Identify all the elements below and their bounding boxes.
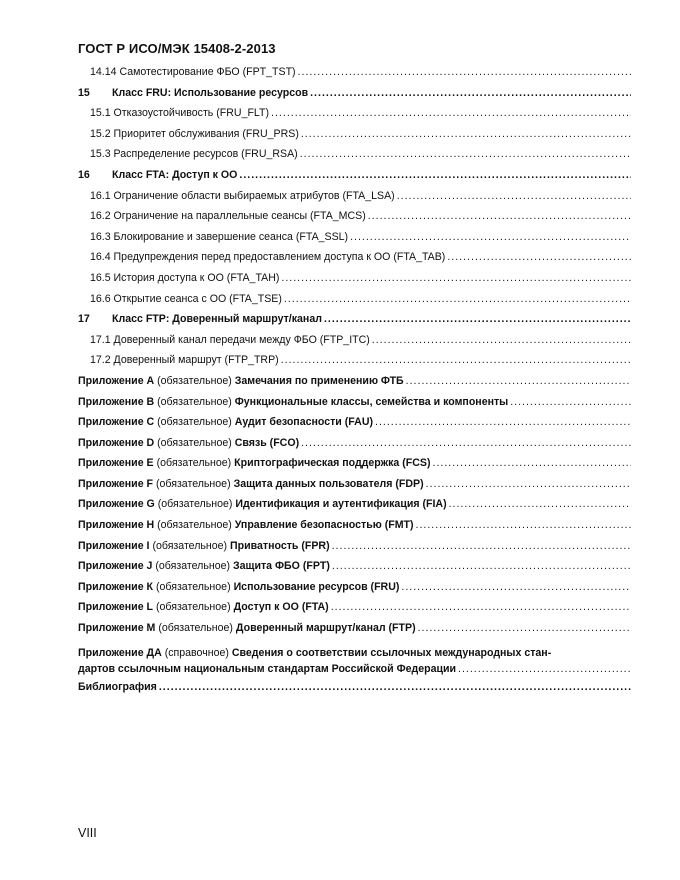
appendix-type: (обязательное) [155,477,231,490]
dot-leader [332,540,631,552]
toc-entry-text: 16.6 Открытие сеанса с ОО (FTA_TSE) [90,292,282,305]
dot-leader [426,478,631,490]
dot-leader [447,251,631,263]
bibliography-title: Библиография [78,680,157,693]
dot-leader [401,581,631,593]
toc-entry-text: 16.1 Ограничение области выбираемых атрибутов (FTA_LSA) [90,189,395,202]
appendix-label: Приложение J [78,560,153,573]
section-title: Класс FTA: Доступ к ОО [112,168,238,181]
toc-appendix-j[interactable] [78,560,631,581]
appendix-label: Приложение М [78,622,156,635]
toc-appendix-c[interactable] [78,416,631,437]
toc-appendix-a[interactable] [78,375,631,396]
appendix-title: Доверенный маршрут/канал (FTP) [235,622,416,635]
appendix-type: (обязательное) [155,601,231,614]
toc-entry-text: 16.3 Блокирование и завершение сеанса (FTA_SSL) [90,230,349,243]
toc-entry-15-2[interactable] [78,128,631,149]
dot-leader [372,334,631,346]
appendix-label: Приложение G [78,498,155,511]
dot-leader [433,457,631,469]
appendix-label: Приложение Е [78,457,154,470]
appendix-label: Приложение А [78,374,155,387]
appendix-label: Приложение Н [78,519,155,532]
dot-leader [159,681,631,693]
appendix-title: Доступ к ОО (FTA) [233,601,329,614]
toc-entry-16-5[interactable] [78,272,631,293]
toc-entry-text: 17.2 Доверенный маршрут (FTP_TRP) [90,354,279,367]
toc-entry-17-2[interactable] [78,354,631,375]
dot-leader [458,661,631,677]
dot-leader [449,498,631,510]
appendix-title: Криптографическая поддержка (FCS) [234,457,431,470]
appendix-title: Функциональные классы, семейства и компоненты [234,395,509,408]
dot-leader [281,272,631,284]
toc-section-17[interactable] [78,313,631,334]
toc-entry-text: 14.14 Самотестирование ФБО (FPT_TST) [90,66,296,78]
dot-leader [284,293,631,305]
dot-leader [300,148,631,160]
toc-entry-15-1[interactable] [78,107,631,128]
dot-leader [239,169,631,181]
toc-appendix-k[interactable] [78,581,631,602]
appendix-type: (обязательное) [157,519,232,532]
dot-leader [332,560,631,572]
toc-appendix-i[interactable] [78,540,631,561]
appendix-title: Приватность (FPR) [230,539,330,552]
toc-entry-text: 17.1 Доверенный канал передачи между ФБО (FTP_ITC) [90,333,370,346]
section-number: 15 [78,86,90,99]
appendix-title-line1: Сведения о соответствии ссылочных международных стан- [231,646,552,659]
appendix-label: Приложение D [78,436,155,449]
appendix-type: (обязательное) [156,457,232,470]
appendix-type: (обязательное) [157,395,232,408]
dot-leader [281,354,631,366]
toc-entry-text: 16.2 Ограничение на параллельные сеансы (FTA_MCS) [90,210,366,223]
dot-leader [418,622,631,634]
appendix-title: Использование ресурсов (FRU) [233,580,400,593]
dot-leader [298,66,631,78]
toc-bibliography[interactable] [78,681,631,702]
toc-entry-text: 15.3 Распределение ресурсов (FRU_RSA) [90,148,298,161]
appendix-label: Приложение К [78,580,153,593]
section-title: Класс FRU: Использование ресурсов [112,86,309,99]
appendix-label: Приложение В [78,395,155,408]
section-title: Класс FTP: Доверенный маршрут/канал [112,313,322,326]
toc-entry-text: 16.4 Предупреждения перед предоставлением доступа к ОО (FTA_TAB) [90,251,446,264]
appendix-type: (обязательное) [152,539,228,552]
appendix-title-line2: дартов ссылочным национальным стандартам Российской Федерации [78,662,457,675]
appendix-type: (обязательное) [157,436,232,449]
toc-entry-text: 15.2 Приоритет обслуживания (FRU_PRS) [90,127,299,140]
appendix-type: (обязательное) [155,580,231,593]
appendix-title: Защита данных пользователя (FDP) [233,477,424,490]
dot-leader [375,416,631,428]
dot-leader [368,210,631,222]
appendix-type: (справочное) [164,646,229,659]
toc-entry-15-3[interactable] [78,148,631,169]
appendix-type: (обязательное) [155,560,231,573]
document-header: ГОСТ Р ИСО/МЭК 15408-2-2013 [78,41,276,56]
toc-appendix-b[interactable] [78,396,631,417]
dot-leader [510,396,631,408]
toc-appendix-f[interactable] [78,478,631,499]
appendix-title: Аудит безопасности (FAU) [234,416,373,429]
toc-section-15[interactable] [78,87,631,108]
toc-entry-17-1[interactable] [78,334,631,355]
section-number: 16 [78,168,90,181]
appendix-type: (обязательное) [157,498,233,511]
toc-entry-16-1[interactable] [78,190,631,211]
section-number: 17 [78,313,90,326]
toc-appendix-da[interactable] [78,645,631,677]
toc-appendix-h[interactable] [78,519,631,540]
dot-leader [397,190,631,202]
dot-leader [301,128,631,140]
appendix-label: Приложение ДА [78,646,162,659]
appendix-title: Управление безопасностью (FMT) [234,519,414,532]
dot-leader [406,375,631,387]
toc-entry-text: 16.5 История доступа к ОО (FTA_TAH) [90,271,280,284]
appendix-title: Идентификация и аутентификация (FIA) [235,498,447,511]
dot-leader [331,601,631,613]
dot-leader [310,87,631,99]
toc-appendix-e[interactable] [78,457,631,478]
appendix-type: (обязательное) [158,622,233,635]
appendix-label: Приложение L [78,601,153,614]
toc-appendix-m[interactable] [78,622,631,643]
toc-entry-16-6[interactable] [78,293,631,314]
appendix-title: Связь (FCO) [234,436,300,449]
appendix-type: (обязательное) [157,374,232,387]
toc-entry-14-14[interactable] [78,66,631,87]
appendix-title: Замечания по применению ФТБ [234,374,404,387]
dot-leader [324,313,631,325]
toc-appendix-d[interactable] [78,437,631,458]
toc-entry-16-3[interactable] [78,231,631,252]
dot-leader [301,437,631,449]
appendix-label: Приложение I [78,539,150,552]
dot-leader [271,107,631,119]
toc-appendix-g[interactable] [78,498,631,519]
toc-appendix-l[interactable] [78,601,631,622]
toc-section-16[interactable] [78,169,631,190]
appendix-type: (обязательное) [157,416,232,429]
appendix-title: Защита ФБО (FPT) [232,560,330,573]
page-number: VIII [78,826,97,840]
appendix-label: Приложение С [78,416,155,429]
dot-leader [416,519,631,531]
toc-entry-16-4[interactable] [78,251,631,272]
toc-entry-16-2[interactable] [78,210,631,231]
appendix-label: Приложение F [78,477,153,490]
table-of-contents [78,66,631,701]
toc-entry-text: 15.1 Отказоустойчивость (FRU_FLT) [90,107,270,120]
dot-leader [350,231,631,243]
